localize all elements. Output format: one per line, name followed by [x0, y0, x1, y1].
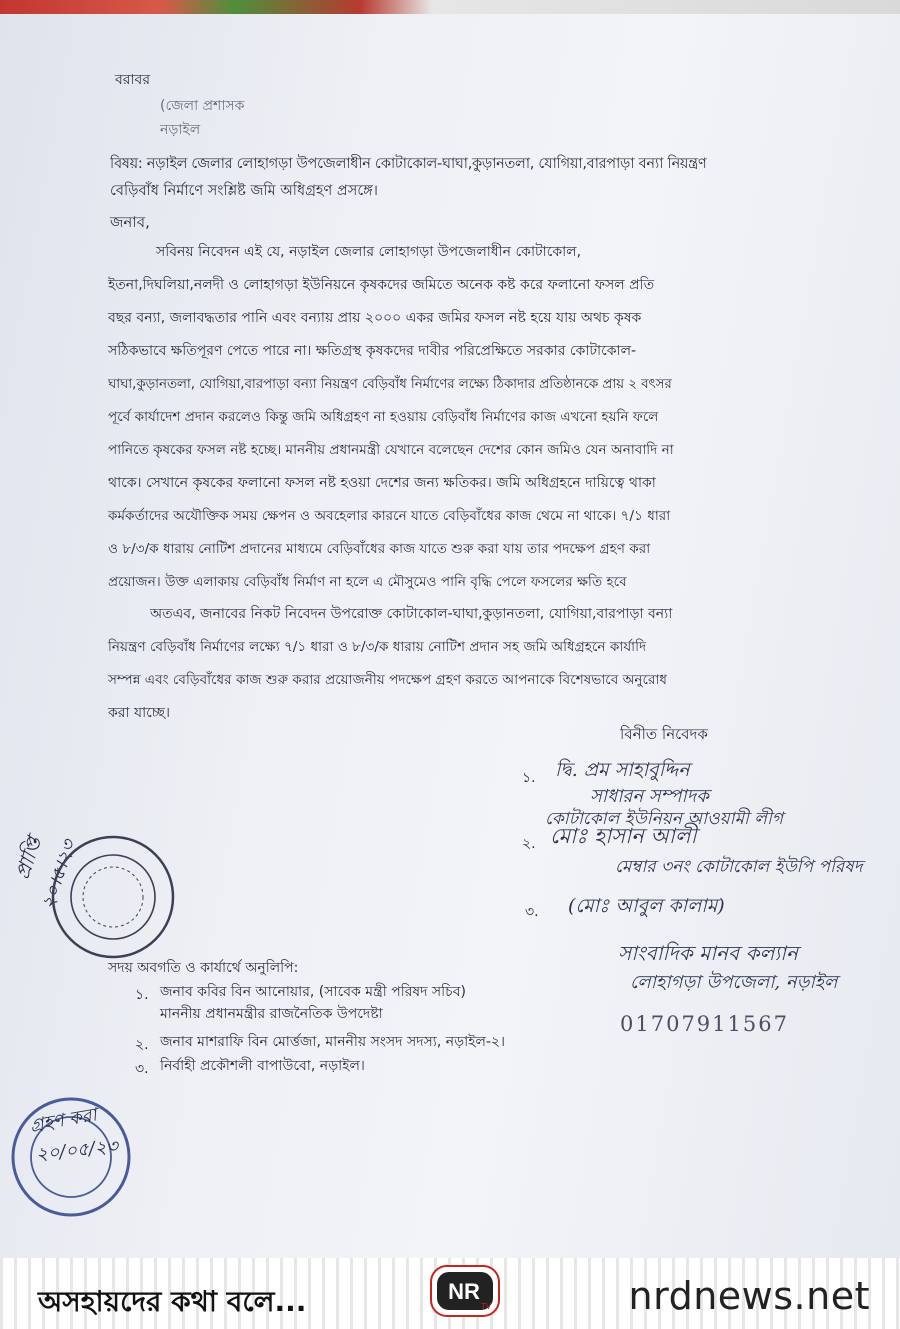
signature-3: (মোঃ আবুল কালাম) — [568, 895, 725, 917]
body-line: কর্মকর্তাদের অযৌক্তিক সময় ক্ষেপন ও অবহেলার কারনে যাতে বেড়িবাঁধের কাজ থেমে না থাকে। ৭/১ ধারা — [108, 508, 671, 524]
signatory-number: ২. — [522, 836, 536, 852]
footer-slogan: অসহায়দের কথা বলে... — [38, 1285, 307, 1318]
stamp-note: গ্রহণ করা — [28, 1104, 99, 1137]
cc-number: ২. — [135, 1037, 149, 1053]
site-name[interactable]: nrdnews.net — [628, 1274, 870, 1318]
body-line: থাকে। সেখানে কৃষকের ফলানো ফসল নষ্ট হওয়া দেশের জন্য ক্ষতিকর। জমি অধিগ্রহনে দায়িত্বে থাকা — [108, 475, 656, 491]
closing: বিনীত নিবেদক — [620, 725, 708, 743]
signatory-1-title: সাধারন সম্পাদক — [590, 786, 709, 807]
body-line: সবিনয় নিবেদন এই যে, নড়াইল জেলার লোহাগড়া উপজেলাধীন কোটাকোল, — [156, 244, 582, 260]
letter-paper — [0, 14, 900, 1258]
cc-item-2: জনাব মাশরাফি বিন মোর্ত্তজা, মাননীয় সংসদ সদস্য, নড়াইল-২। — [160, 1034, 506, 1050]
body-paragraph-1 — [108, 236, 768, 599]
margin-receipt-date: ২০।৫।২৩ — [37, 837, 80, 912]
body-paragraph-2 — [108, 598, 768, 730]
salutation: জনাব, — [110, 213, 150, 231]
signatory-3-title: সাংবাদিক মানব কল্যান — [618, 941, 798, 965]
body-line: ও ৮/৩/ক ধারায় নোটিশ প্রদানের মাধ্যমে বেড়িবাঁধের কাজ যাতে শুরু করা যায় তার পদক্ষেপ গ্রহণ করা — [108, 541, 651, 557]
signatory-number: ৩. — [525, 904, 539, 920]
footer-banner — [0, 1258, 900, 1329]
body-line: নিয়ন্ত্রণ বেড়িবাঁধ নির্মাণের লক্ষ্যে ৭/১ ধারা ও ৮/৩/ক ধারায় নোটিশ প্রদান সহ জমি অধিগ্রহনে কার্যাদি — [108, 639, 647, 655]
margin-receipt-note: প্রাপ্তি — [9, 833, 46, 883]
addressee-line-2: নড়াইল — [160, 122, 201, 138]
cc-item-1-line-2: মাননীয় প্রধানমন্ত্রীর রাজনৈতিক উপদেষ্টা — [160, 1006, 383, 1022]
cc-heading: সদয় অবগতি ও কার্যার্থে অনুলিপি: — [108, 960, 299, 976]
body-line: ঘাঘা,কুড়ানতলা, যোগিয়া,বারপাড়া বন্যা নিয়ন্ত্রণ বেড়িবাঁধ নির্মাণের লক্ষ্যে ঠিকাদার প্রতিষ্ঠানকে প্রায় ২ বৎসর — [108, 377, 672, 392]
signature-2: মোঃ হাসান আলী — [550, 824, 697, 848]
signatory-3-org: লোহাগড়া উপজেলা, নড়াইল — [630, 972, 838, 993]
body-line: পূর্বে কার্যাদেশ প্রদান করলেও কিন্তু জমি অধিগ্রহণ না হওয়ায় বেড়িবাঁধ নির্মাণের কাজ এখনো হয়নি ফলে — [108, 409, 659, 425]
signatory-2-title: মেম্বার ৩নং কোটাকোল ইউপি পরিষদ — [615, 857, 863, 877]
body-line: সম্পন্ন এবং বেড়িবাঁধের কাজ শুরু করার প্রয়োজনীয় পদক্ষেপ গ্রহণ করতে আপনাকে বিশেষভাবে অনুরোধ — [108, 672, 668, 688]
body-line: বছর বন্যা, জলাবদ্ধতার পানি এবং বন্যায় প্রায় ২০০০ একর জমির ফসল নষ্ট হয়ে যায় অথচ কৃষক — [108, 310, 642, 326]
signature-1: দ্বি. প্রম সাহাবুদ্দিন — [555, 759, 690, 781]
body-line: সঠিকভাবে ক্ষতিপূরণ পেতে পারে না। ক্ষতিগ্রস্থ কৃষকদের দাবীর পরিপ্রেক্ষিতে সরকার কোটাকোল- — [108, 343, 637, 359]
subject-line-2: বেড়িবাঁধ নির্মাণে সংশ্লিষ্ট জমি অধিগ্রহণ প্রসঙ্গে। — [110, 183, 378, 199]
office-seal-stamp — [50, 834, 176, 960]
stamp-date: ২০/০৫/২৩ — [35, 1135, 120, 1166]
cc-number: ১. — [135, 987, 149, 1003]
to-line: বরাবর — [115, 72, 151, 88]
body-line: ইতনা,দিঘলিয়া,নলদী ও লোহাগড়া ইউনিয়নে কৃষকদের জমিতে অনেক কষ্ট করে ফলানো ফসল প্রতি — [108, 277, 655, 293]
body-line: প্রয়োজন। উক্ত এলাকায় বেড়িবাঁধ নির্মাণ না হলে এ মৌসুমেও পানি বৃদ্ধি পেলে ফসলের ক্ষতি হবে — [108, 574, 627, 590]
logo-text: NR — [448, 1279, 480, 1304]
addressee-line-1: (জেলা প্রশাসক — [160, 98, 245, 114]
body-line: অতএব, জনাবের নিকট নিবেদন উপরোক্ত কোটাকোল-ঘাঘা,কুড়ানতলা, যোগিয়া,বারপাড়া বন্যা — [150, 606, 673, 622]
cc-item-3: নির্বাহী প্রকৌশলী বাপাউবো, নড়াইল। — [160, 1058, 365, 1074]
body-line: করা যাচ্ছে। — [108, 705, 171, 721]
logo-sub-text: TV — [480, 1302, 492, 1311]
signatory-1-org: কোটাকোল ইউনিয়ন আওয়ামী লীগ — [545, 809, 783, 829]
cc-item-1: জনাব কবির বিন আনোয়ার, (সাবেক মন্ত্রী পরিষদ সচিব) — [160, 984, 466, 1000]
subject-line-1: বিষয়: নড়াইল জেলার লোহাগড়া উপজেলাধীন কোটাকোল-ঘাঘা,কুড়ানতলা, যোগিয়া,বারপাড়া বন্যা নিয়ন্ত্রণ — [110, 156, 707, 172]
body-line: পানিতে কৃষকের ফসল নষ্ট হচ্ছে। মাননীয় প্রধানমন্ত্রী যেখানে বলেছেন দেশের কোন জমিও যেন অনাবাদি না — [108, 442, 674, 458]
signatory-number: ১. — [522, 770, 536, 786]
cc-number: ৩. — [135, 1061, 149, 1077]
phone-number: 01707911567 — [620, 1012, 789, 1036]
nrtv-logo[interactable] — [430, 1265, 500, 1317]
